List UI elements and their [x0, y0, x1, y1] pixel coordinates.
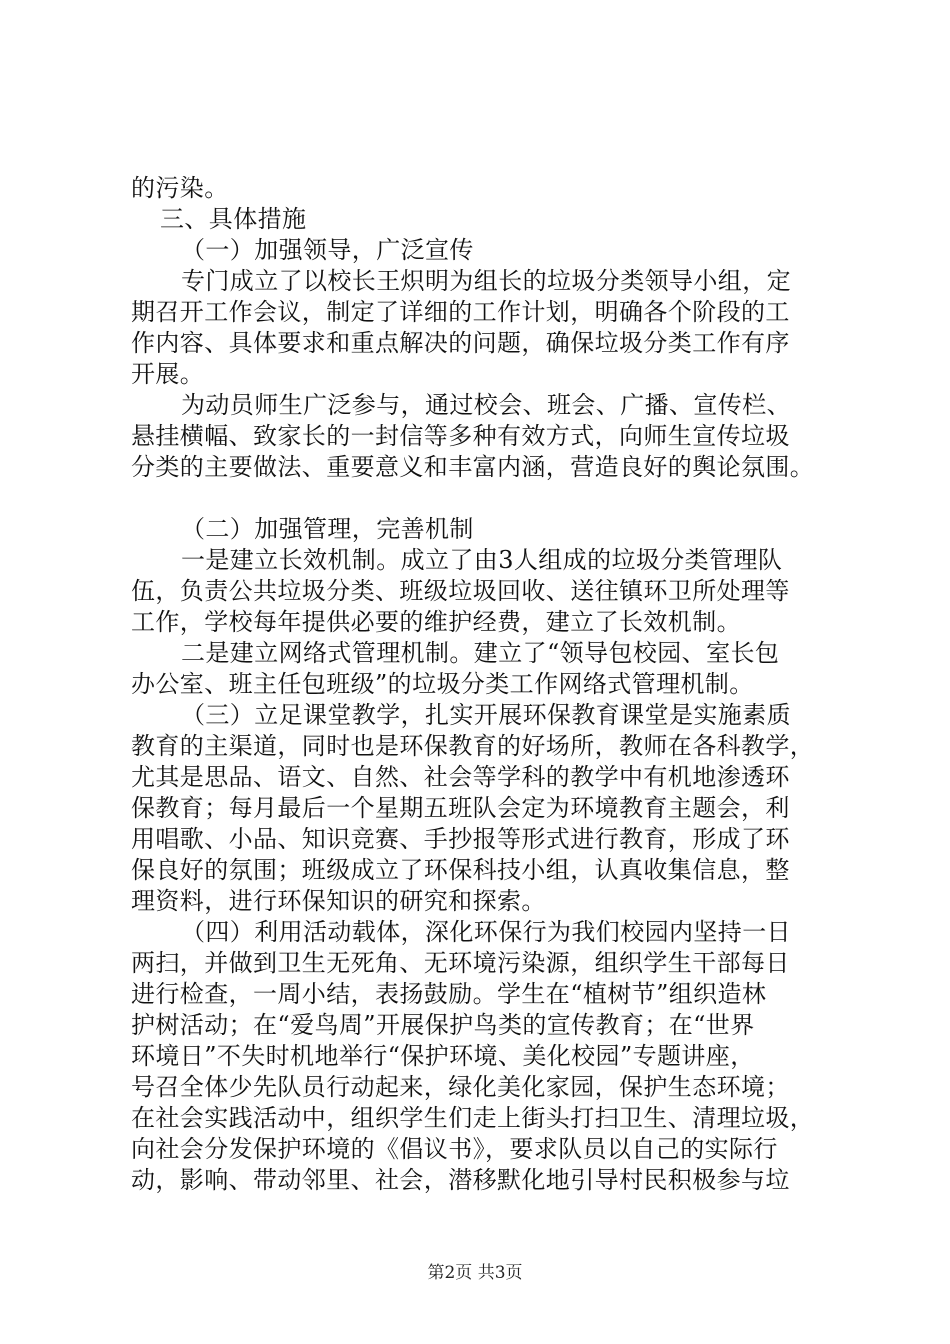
text-line: 一是建立长效机制。成立了由3人组成的垃圾分类管理队: [181, 546, 783, 574]
subsection-heading: （三）立足课堂教学，扎实开展环保教育课堂是实施素质: [181, 701, 791, 729]
subsection-heading: （一）加强领导，广泛宣传: [181, 236, 474, 264]
subsection-heading: （二）加强管理，完善机制: [181, 515, 474, 543]
text-line: 保教育；每月最后一个星期五班队会定为环境教育主题会，利: [131, 794, 790, 822]
text-line: 悬挂横幅、致家长的一封信等多种有效方式，向师生宣传垃圾: [131, 422, 790, 450]
text-line: 理资料，进行环保知识的研究和探索。: [131, 887, 546, 915]
text-line: 二是建立网络式管理机制。建立了“领导包校园、室长包: [181, 639, 780, 667]
body-text: [131, 173, 831, 1196]
text-line: 伍，负责公共垃圾分类、班级垃圾回收、送往镇环卫所处理等: [131, 577, 790, 605]
text-line: 办公室、班主任包班级”的垃圾分类工作网络式管理机制。: [131, 670, 754, 698]
text-line: 尤其是思品、语文、自然、社会等学科的教学中有机地渗透环: [131, 763, 790, 791]
text-line: 为动员师生广泛参与，通过校会、班会、广播、宣传栏、: [181, 391, 791, 419]
text-line: 的污染。: [131, 174, 229, 202]
text-line: 专门成立了以校长王炽明为组长的垃圾分类领导小组，定: [181, 267, 791, 295]
text-line: 用唱歌、小品、知识竞赛、手抄报等形式进行教育，形成了环: [131, 825, 790, 853]
text-line: 号召全体少先队员行动起来，绿化美化家园，保护生态环境；: [131, 1073, 790, 1101]
text-line: 环境日”不失时机地举行“保护环境、美化校园”专题讲座，: [131, 1042, 755, 1070]
text-line: 动，影响、带动邻里、社会，潜移默化地引导村民积极参与垃: [131, 1166, 790, 1194]
text-line: 向社会分发保护环境的《倡议书》，要求队员以自己的实际行: [131, 1135, 778, 1163]
section-heading: 三、具体措施: [160, 205, 307, 233]
text-line: 进行检查，一周小结，表扬鼓励。学生在“植树节”组织造林: [131, 980, 767, 1008]
text-line: 分类的主要做法、重要意义和丰富内涵，营造良好的舆论氛围。: [131, 453, 815, 481]
text-line: 在社会实践活动中，组织学生们走上街头打扫卫生、清理垃圾，: [131, 1104, 815, 1132]
paragraph-gap: [131, 483, 831, 514]
text-line: 保良好的氛围；班级成立了环保科技小组，认真收集信息，整: [131, 856, 790, 884]
text-line: 作内容、具体要求和重点解决的问题，确保垃圾分类工作有序: [131, 329, 790, 357]
subsection-heading: （四）利用活动载体，深化环保行为我们校园内坚持一日: [181, 918, 791, 946]
text-line: 期召开工作会议，制定了详细的工作计划，明确各个阶段的工: [131, 298, 790, 326]
text-line: 护树活动；在“爱鸟周”开展保护鸟类的宣传教育；在“世界: [131, 1011, 755, 1039]
text-line: 教育的主渠道，同时也是环保教育的好场所，教师在各科教学，: [131, 732, 815, 760]
text-line: 工作，学校每年提供必要的维护经费，建立了长效机制。: [131, 608, 741, 636]
page-number-footer: 第2页 共3页: [427, 1263, 523, 1283]
text-line: 开展。: [131, 360, 205, 388]
text-line: 两扫，并做到卫生无死角、无环境污染源，组织学生干部每日: [131, 949, 790, 977]
